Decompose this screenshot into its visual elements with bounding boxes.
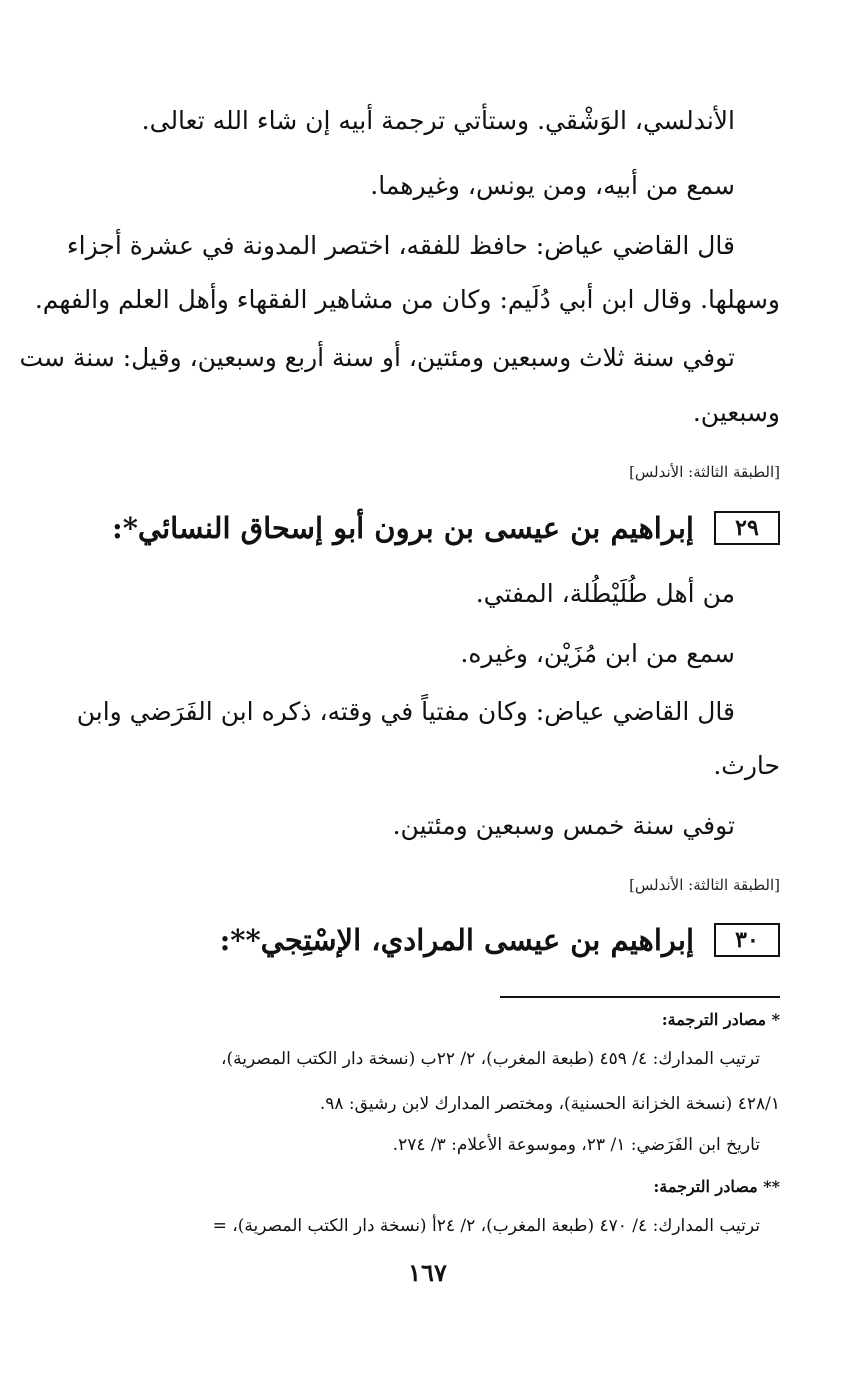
footnote-heading: * مصادر الترجمة: (661, 1010, 780, 1029)
footnote-separator (500, 996, 780, 998)
entry-number: ٢٩ (714, 511, 780, 545)
entry-line: قال القاضي عياض: وكان مفتياً في وقته، ذكره ابن الفَرَضي وابن (76, 697, 735, 726)
entry-line: سمع من ابن مُزَيْن، وغيره. (460, 639, 735, 668)
entry-heading (220, 915, 780, 965)
entry-title: إبراهيم بن عيسى بن برون أبو إسحاق النسائي*: (112, 511, 694, 545)
entry-title: إبراهيم بن عيسى المرادي، الإسْتِجي**: (219, 923, 694, 957)
entry-number: ٣٠ (714, 923, 780, 957)
tabaqa-label: [الطبقة الثالثة: الأندلس] (629, 876, 780, 894)
footnote-line: ٤٢٨/١ (نسخة الخزانة الحسنية)، ومختصر المدارك لابن رشيق: ٩٨. (319, 1094, 780, 1114)
entry-heading (112, 503, 780, 553)
entry-line: من أهل طُلَيْطُلة، المفتي. (475, 579, 735, 608)
footnote-line: ترتيب المدارك: ٤/ ٤٥٩ (طبعة المغرب)، ٢/ ٢٢ب (نسخة دار الكتب المصرية)، (221, 1049, 760, 1069)
body-line: الأندلسي، الوَشْقي. وستأتي ترجمة أبيه إن شاء الله تعالى. (141, 106, 735, 135)
entry-line: حارث. (713, 751, 780, 780)
body-line: وسبعين. (692, 398, 780, 427)
page-number: ١٦٧ (408, 1258, 447, 1287)
footnote-heading: ** مصادر الترجمة: (653, 1177, 780, 1196)
tabaqa-label: [الطبقة الثالثة: الأندلس] (629, 463, 780, 481)
body-line: وسهلها. وقال ابن أبي دُلَيم: وكان من مشاهير الفقهاء وأهل العلم والفهم. (34, 285, 780, 314)
footnote-line: ترتيب المدارك: ٤/ ٤٧٠ (طبعة المغرب)، ٢/ ٢٤أ (نسخة دار الكتب المصرية)، = (212, 1216, 760, 1236)
footnote-line: تاريخ ابن الفَرَضي: ١/ ٢٣، وموسوعة الأعلام: ٣/ ٢٧٤. (392, 1135, 760, 1155)
body-line: سمع من أبيه، ومن يونس، وغيرهما. (370, 171, 735, 200)
body-line: قال القاضي عياض: حافظ للفقه، اختصر المدونة في عشرة أجزاء (66, 231, 735, 260)
entry-line: توفي سنة خمس وسبعين ومئتين. (392, 811, 735, 840)
body-line: توفي سنة ثلاث وسبعين ومئتين، أو سنة أربع وسبعين، وقيل: سنة ست (19, 343, 735, 372)
